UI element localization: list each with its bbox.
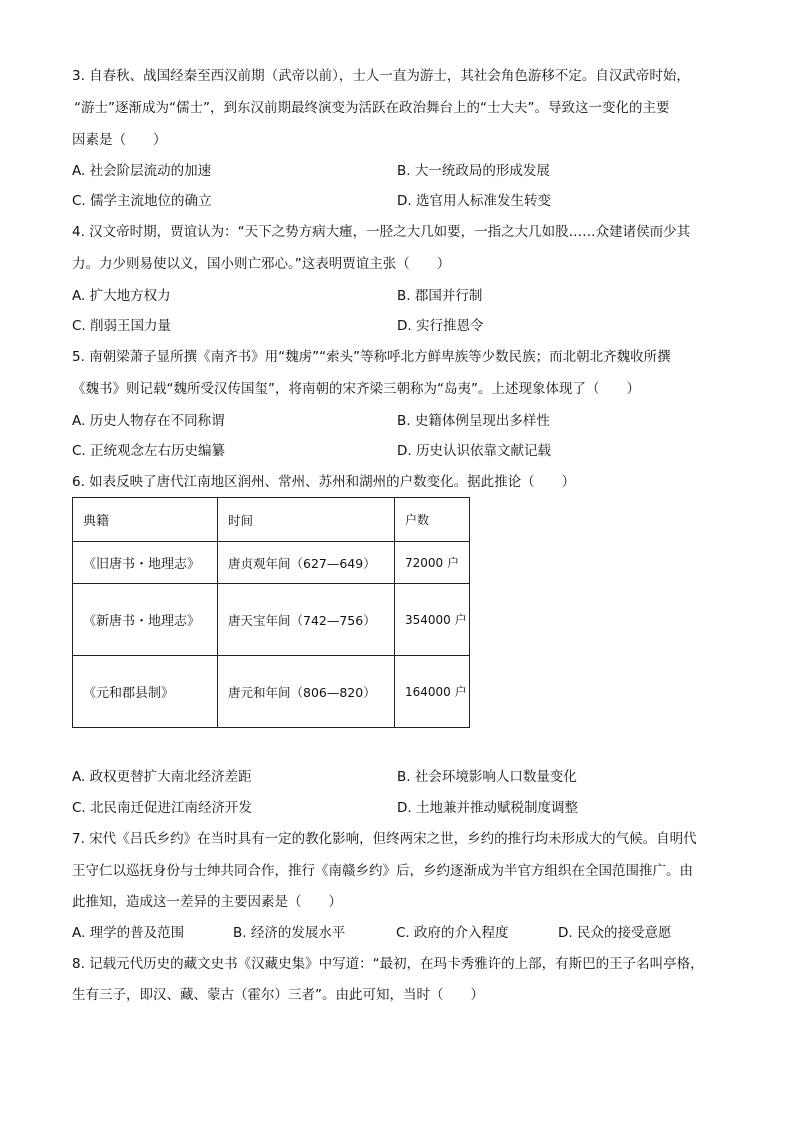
q3-option-a[interactable]: A. 社会阶层流动的加速 [72, 163, 212, 179]
q7-option-a[interactable]: A. 理学的普及范围 [72, 925, 185, 941]
q6-option-d[interactable]: D. 土地兼并推动赋税制度调整 [397, 800, 578, 816]
q3-stem-line2: “游士”逐渐成为“儒士”，到东汉前期最终演变为活跃在政治舞台上的“士大夫”。导致这一变化的主要 [74, 100, 670, 116]
q7-option-b[interactable]: B. 经济的发展水平 [233, 925, 346, 941]
q7-stem-line1: 7. 宋代《吕氏乡约》在当时具有一定的教化影响，但终两宋之世，乡约的推行均未形成大的气候。自明代 [72, 831, 697, 847]
q5-stem-line1: 5. 南朝梁萧子显所撰《南齐书》用“魏虏”“索头”等称呼北方鲜卑族等少数民族；而北朝北齐魏收所撰 [72, 349, 671, 365]
table-cell: 唐贞观年间（627—649） [218, 542, 395, 584]
table-header-cell: 典籍 [73, 498, 218, 542]
q7-stem-line3: 此推知，造成这一差异的主要因素是（ ） [72, 894, 342, 910]
q7-option-c[interactable]: C. 政府的介入程度 [396, 925, 509, 941]
q3-option-b[interactable]: B. 大一统政局的形成发展 [397, 163, 550, 179]
q6-option-a[interactable]: A. 政权更替扩大南北经济差距 [72, 769, 252, 785]
table-cell: 《元和郡县制》 [73, 656, 218, 728]
q4-option-c[interactable]: C. 削弱王国力量 [72, 318, 172, 334]
table-cell: 《新唐书・地理志》 [73, 584, 218, 656]
q8-stem-line2: 生有三子，即汉、藏、蒙古（霍尔）三者”。由此可知，当时（ ） [72, 987, 484, 1003]
q5-option-a[interactable]: A. 历史人物存在不同称谓 [72, 413, 225, 429]
q4-stem-line1: 4. 汉文帝时期，贾谊认为：“天下之势方病大瘇，一胫之大几如要，一指之大几如股……众建诸侯而少其 [72, 224, 691, 240]
q7-option-d[interactable]: D. 民众的接受意愿 [558, 925, 672, 941]
q3-option-c[interactable]: C. 儒学主流地位的确立 [72, 193, 212, 209]
table-cell: 354000 户 [395, 584, 470, 656]
q6-option-c[interactable]: C. 北民南迁促进江南经济开发 [72, 800, 253, 816]
q4-option-a[interactable]: A. 扩大地方权力 [72, 288, 171, 304]
q3-stem-line1: 3. 自春秋、战国经秦至西汉前期（武帝以前），士人一直为游士，其社会角色游移不定。自汉武帝时始， [72, 68, 690, 84]
table-cell: 164000 户 [395, 656, 470, 728]
household-table [72, 497, 470, 728]
q3-stem-line3: 因素是（ ） [72, 132, 167, 148]
q5-stem-line2: 《魏书》则记载“魏所受汉传国玺”，将南朝的宋齐梁三朝称为“岛夷”。上述现象体现了（ ） [72, 381, 640, 397]
q8-stem-line1: 8. 记载元代历史的藏文史书《汉藏史集》中写道：“最初，在玛卡秀雅许的上部，有斯巴的王子名叫亭格， [72, 956, 704, 972]
q4-option-d[interactable]: D. 实行推恩令 [397, 318, 484, 334]
q5-option-d[interactable]: D. 历史认识依靠文献记载 [397, 443, 551, 459]
table-cell: 72000 户 [395, 542, 470, 584]
table-cell: 唐天宝年间（742—756） [218, 584, 395, 656]
q5-option-b[interactable]: B. 史籍体例呈现出多样性 [397, 413, 550, 429]
q5-option-c[interactable]: C. 正统观念左右历史编纂 [72, 443, 226, 459]
table-header-row [73, 498, 470, 542]
table-cell: 《旧唐书・地理志》 [73, 542, 218, 584]
q4-option-b[interactable]: B. 郡国并行制 [397, 288, 483, 304]
table-row [73, 656, 470, 728]
q6-option-b[interactable]: B. 社会环境影响人口数量变化 [397, 769, 577, 785]
table-header-cell: 户数 [395, 498, 470, 542]
q6-stem-line1: 6. 如表反映了唐代江南地区润州、常州、苏州和湖州的户数变化。据此推论（ ） [72, 474, 576, 490]
q4-stem-line2: 力。力少则易使以义，国小则亡邪心。”这表明贾谊主张（ ） [72, 256, 451, 272]
table-row [73, 584, 470, 656]
table-cell: 唐元和年间（806—820） [218, 656, 395, 728]
table-header-cell: 时间 [218, 498, 395, 542]
q7-stem-line2: 王守仁以巡抚身份与士绅共同合作，推行《南赣乡约》后，乡约逐渐成为半官方组织在全国范围推广。由 [72, 863, 693, 879]
table-row [73, 542, 470, 584]
q3-option-d[interactable]: D. 选官用人标准发生转变 [397, 193, 551, 209]
